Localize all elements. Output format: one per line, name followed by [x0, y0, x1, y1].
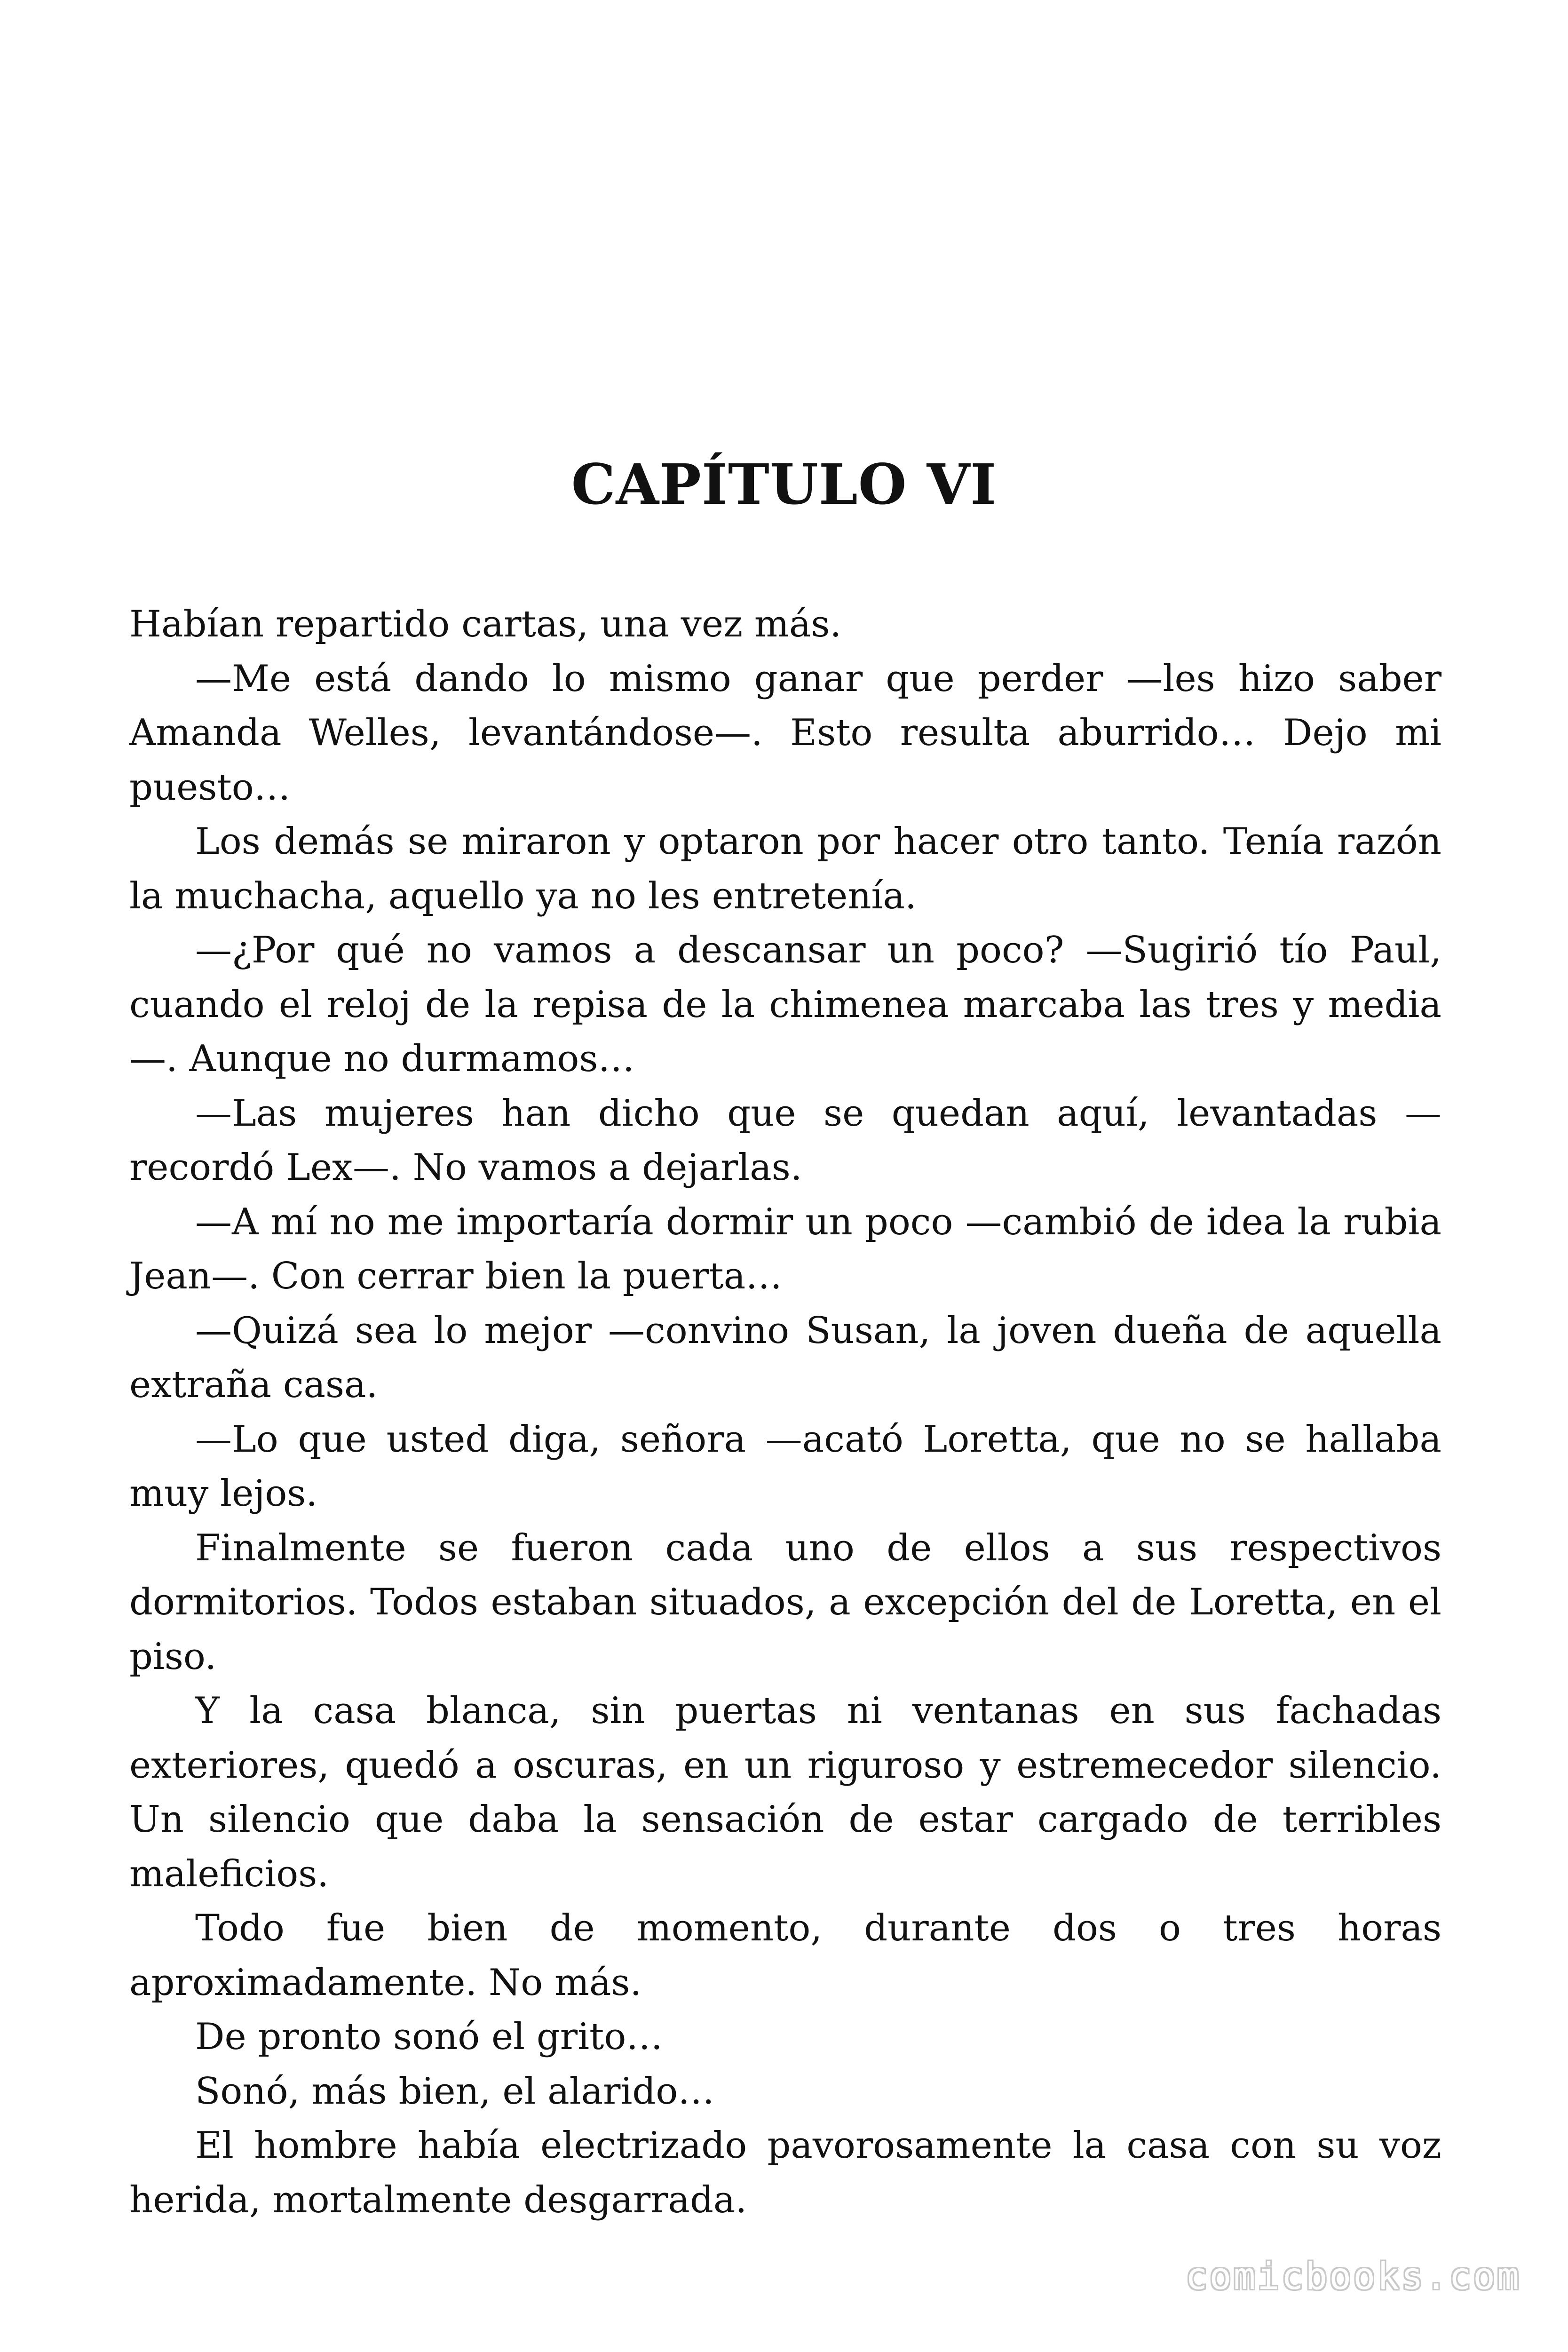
paragraph: Finalmente se fueron cada uno de ellos a sus respectivos dormitorios. Todos estaban situados, a excepción del de Loretta, en el piso. — [129, 1526, 1441, 1678]
chapter-body — [129, 597, 1441, 2227]
paragraph: Habían repartido cartas, una vez más. — [129, 603, 842, 645]
paragraph: Todo fue bien de momento, durante dos o tres horas aproximadamente. No más. — [129, 1907, 1441, 2004]
paragraph: Sonó, más bien, el alarido… — [195, 2070, 715, 2113]
paragraph: —Lo que usted diga, señora —acató Loretta, que no se hallaba muy lejos. — [129, 1418, 1441, 1515]
paragraph: Y la casa blanca, sin puertas ni ventanas en sus fachadas exteriores, quedó a oscuras, en un riguroso y estremecedor silencio. Un silencio que daba la sensación de estar cargado de terribles maleficios. — [129, 1690, 1441, 1895]
paragraph: —A mí no me importaría dormir un poco —cambió de idea la rubia Jean—. Con cerrar bien la puerta… — [129, 1200, 1441, 1297]
paragraph: —Quizá sea lo mejor —convino Susan, la joven dueña de aquella extraña casa. — [129, 1309, 1441, 1406]
paragraph: De pronto sonó el grito… — [195, 2016, 663, 2058]
paragraph: —Las mujeres han dicho que se quedan aquí, levantadas — recordó Lex—. No vamos a dejarlas. — [129, 1092, 1441, 1189]
paragraph: Los demás se miraron y optaron por hacer otro tanto. Tenía razón la muchacha, aquello ya no les entretenía. — [129, 820, 1441, 917]
paragraph: —¿Por qué no vamos a descansar un poco? —Sugirió tío Paul, cuando el reloj de la repisa de la chimenea marcaba las tres y media —. Aunque no durmamos… — [129, 929, 1441, 1080]
paragraph: El hombre había electrizado pavorosamente la casa con su voz herida, mortalmente desgarrada. — [129, 2124, 1441, 2221]
site-watermark: comicbooks.com — [1185, 2256, 1521, 2298]
chapter-title: CAPÍTULO VI — [571, 452, 997, 517]
paragraph: —Me está dando lo mismo ganar que perder —les hizo saber Amanda Welles, levantándose—. Esto resulta aburrido… Dejo mi puesto… — [129, 657, 1441, 809]
